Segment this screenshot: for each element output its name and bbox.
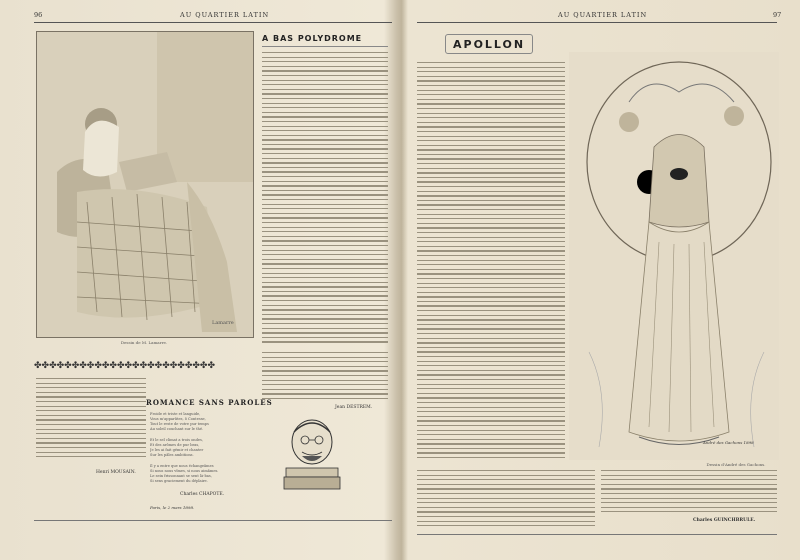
short-story-text bbox=[36, 378, 146, 458]
left-page bbox=[0, 0, 397, 560]
page-number: 96 bbox=[34, 11, 43, 19]
ornament-divider: ✤✤✤✤✤✤✤✤✤✤✤✤✤✤✤✤✤✤✤✤✤✤✤✤ bbox=[34, 361, 215, 371]
caricature-illustration bbox=[276, 412, 348, 498]
article-title: A BAS POLYDROME bbox=[262, 34, 363, 43]
footer-rule bbox=[417, 534, 777, 535]
title-rule bbox=[262, 46, 388, 47]
poem-stanza-3: Il y a entre que nous échangeâmes Si nous nous vîmes, si nous aimâmes. Le sein frissonnant se sent là-bas, Si sens graciement du déplaire. bbox=[150, 464, 219, 483]
running-head: AU QUARTIER LATIN bbox=[180, 11, 270, 19]
poem-signature: Charles CHAPOTE. bbox=[180, 492, 225, 497]
woman-reading-illustration bbox=[36, 31, 254, 338]
header-rule bbox=[34, 22, 392, 23]
page-number: 97 bbox=[773, 11, 782, 19]
illustration-caption: Dessin de M. Lamarre. bbox=[120, 340, 168, 345]
article-title: APOLLON bbox=[453, 38, 526, 51]
article-text-bottom-2 bbox=[601, 470, 777, 512]
poem-stanza-2: Et le sel climat a trois ondes, Et des arômes de pur bras, Je les ai fait gémir et chanter Sur les pâles ambitions. bbox=[150, 438, 204, 457]
poem-title: ROMANCE SANS PAROLES bbox=[146, 398, 273, 407]
article-text-bottom-1 bbox=[417, 470, 595, 530]
illustration-caption: Dessin d'André des Gachons. bbox=[706, 462, 766, 467]
article-author: Charles GUINCHBRULE. bbox=[693, 518, 756, 523]
header-rule bbox=[417, 22, 777, 23]
running-head: AU QUARTIER LATIN bbox=[558, 11, 648, 19]
footer-rule bbox=[34, 520, 392, 521]
poem-stanza-1: Froide et triste et languide, Vous m'apparûtes, ô Contesse, Tout le reste de votre pur temps Au soleil couchant sur le thé. bbox=[150, 412, 209, 431]
right-page bbox=[403, 0, 800, 560]
article-author: Jean DESTREM. bbox=[335, 405, 373, 410]
short-story-signature: Henri MOUSAIN. bbox=[96, 470, 136, 475]
poem-date: Paris, le 2 mars 1898. bbox=[150, 505, 195, 510]
svg-text:Lamarre: Lamarre bbox=[212, 320, 234, 326]
article-text-column-1 bbox=[417, 62, 565, 462]
article-text-continued bbox=[262, 352, 388, 400]
title-frame bbox=[445, 34, 533, 54]
apollon-illustration bbox=[569, 52, 779, 460]
article-text-column bbox=[262, 52, 388, 344]
artist-signature: André des Gachons 1898 bbox=[703, 440, 754, 445]
